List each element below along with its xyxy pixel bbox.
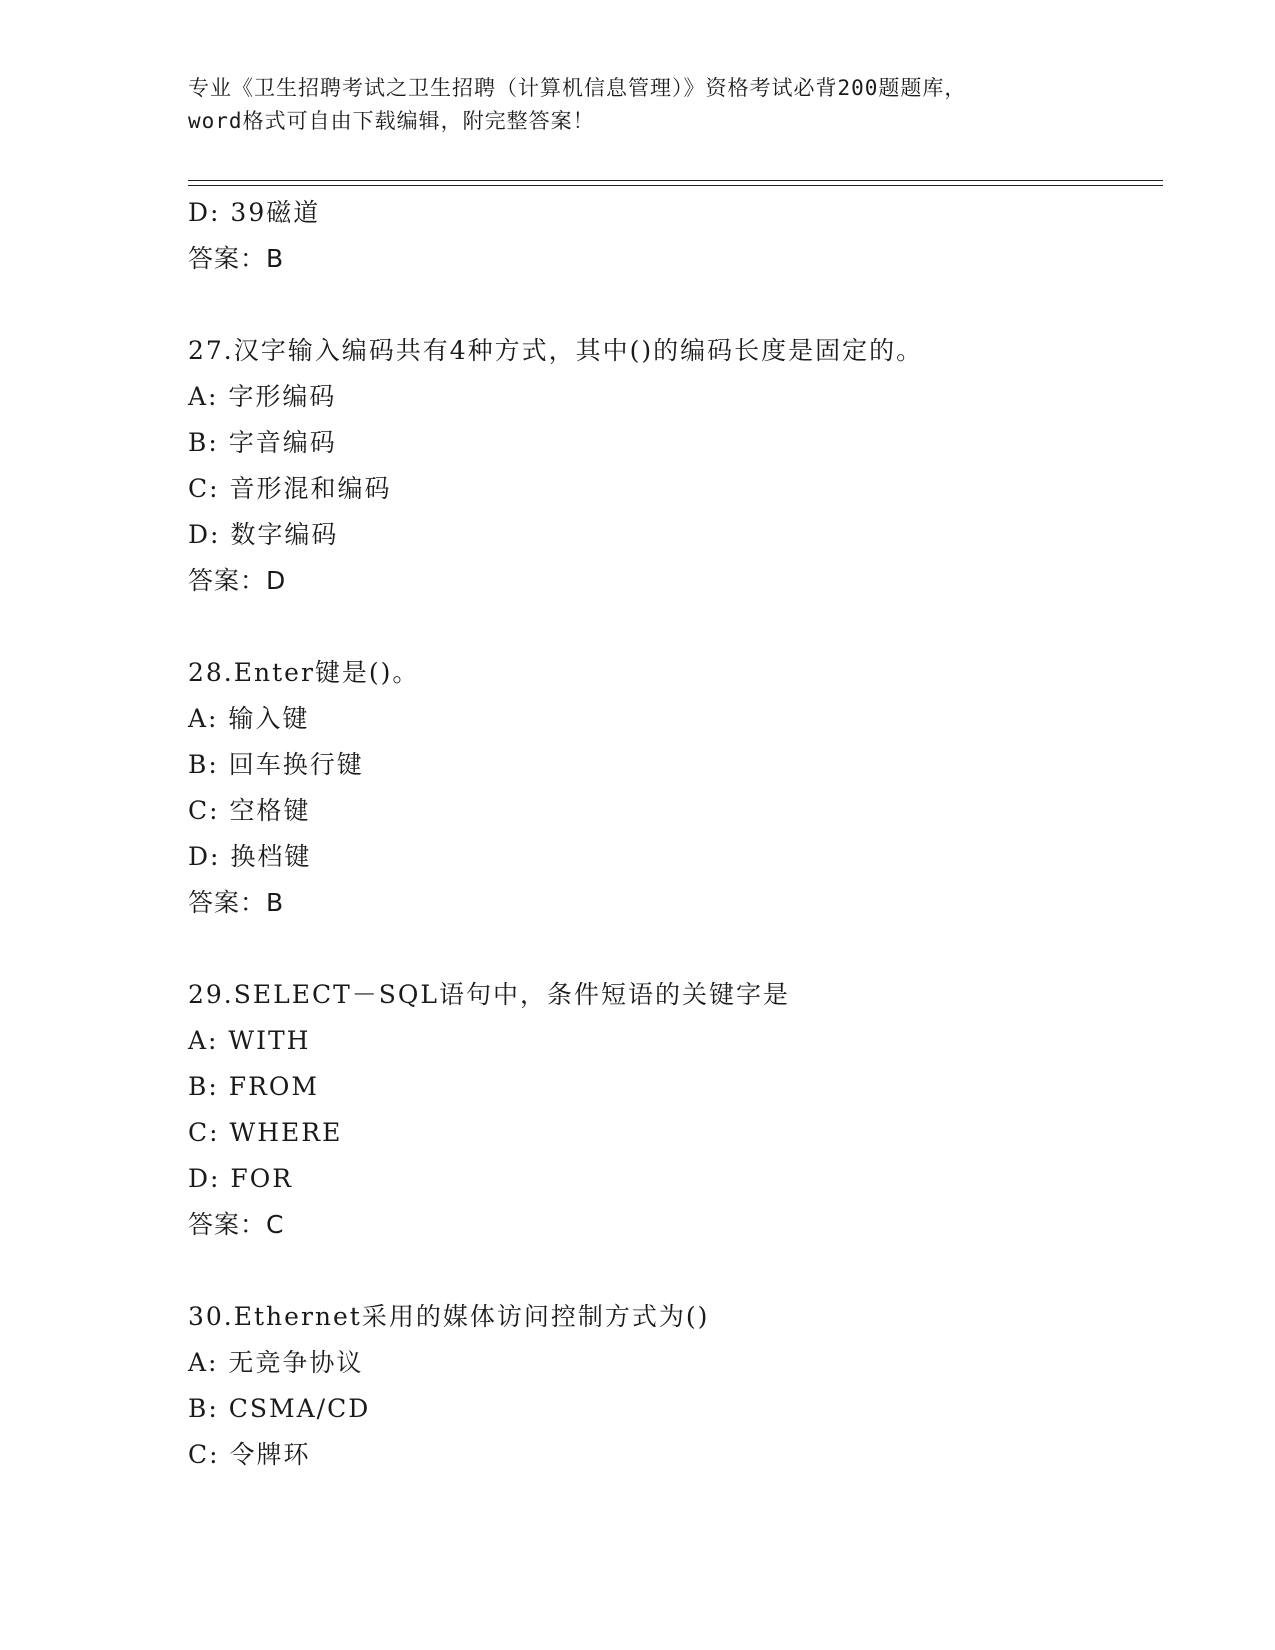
- option-c: C: 音形混和编码: [188, 474, 392, 503]
- answer: 答案：B: [188, 888, 285, 917]
- option-c: C: 空格键: [188, 796, 311, 825]
- question-30: [188, 1294, 1163, 1478]
- question-list: [188, 190, 1163, 1478]
- question-stem: 29.SELECT－SQL语句中，条件短语的关键字是: [188, 980, 791, 1009]
- question-27: [188, 328, 1163, 604]
- header-line-2: word格式可自由下载编辑，附完整答案！: [188, 109, 595, 133]
- option-d: D: 数字编码: [188, 520, 339, 549]
- previous-answer: 答案：B: [188, 244, 285, 273]
- answer: 答案：C: [188, 1210, 285, 1239]
- option-d: D: 换档键: [188, 842, 312, 871]
- option-b: B: 回车换行键: [188, 750, 364, 779]
- option-b: B: 字音编码: [188, 428, 337, 457]
- option-c: C: WHERE: [188, 1118, 343, 1147]
- document-header: [188, 72, 1088, 138]
- question-stem: 27.汉字输入编码共有4种方式，其中()的编码长度是固定的。: [188, 336, 924, 365]
- option-d: D: FOR: [188, 1164, 294, 1193]
- option-b: B: FROM: [188, 1072, 320, 1101]
- header-line-1: 专业《卫生招聘考试之卫生招聘（计算机信息管理）》资格考试必背200题题库，: [188, 76, 967, 100]
- option-a: A: WITH: [188, 1026, 311, 1055]
- question-29: [188, 972, 1163, 1248]
- answer: 答案：D: [188, 566, 287, 595]
- option-a: A: 输入键: [188, 704, 310, 733]
- option-b: B: CSMA/CD: [188, 1394, 371, 1423]
- question-28: [188, 650, 1163, 926]
- option-a: A: 字形编码: [188, 382, 337, 411]
- option-a: A: 无竞争协议: [188, 1348, 364, 1377]
- header-divider: [188, 180, 1163, 186]
- previous-option-d: D: 39磁道: [188, 198, 321, 227]
- question-stem: 30.Ethernet采用的媒体访问控制方式为(): [188, 1302, 710, 1331]
- question-stem: 28.Enter键是()。: [188, 658, 420, 687]
- option-c: C: 令牌环: [188, 1440, 311, 1469]
